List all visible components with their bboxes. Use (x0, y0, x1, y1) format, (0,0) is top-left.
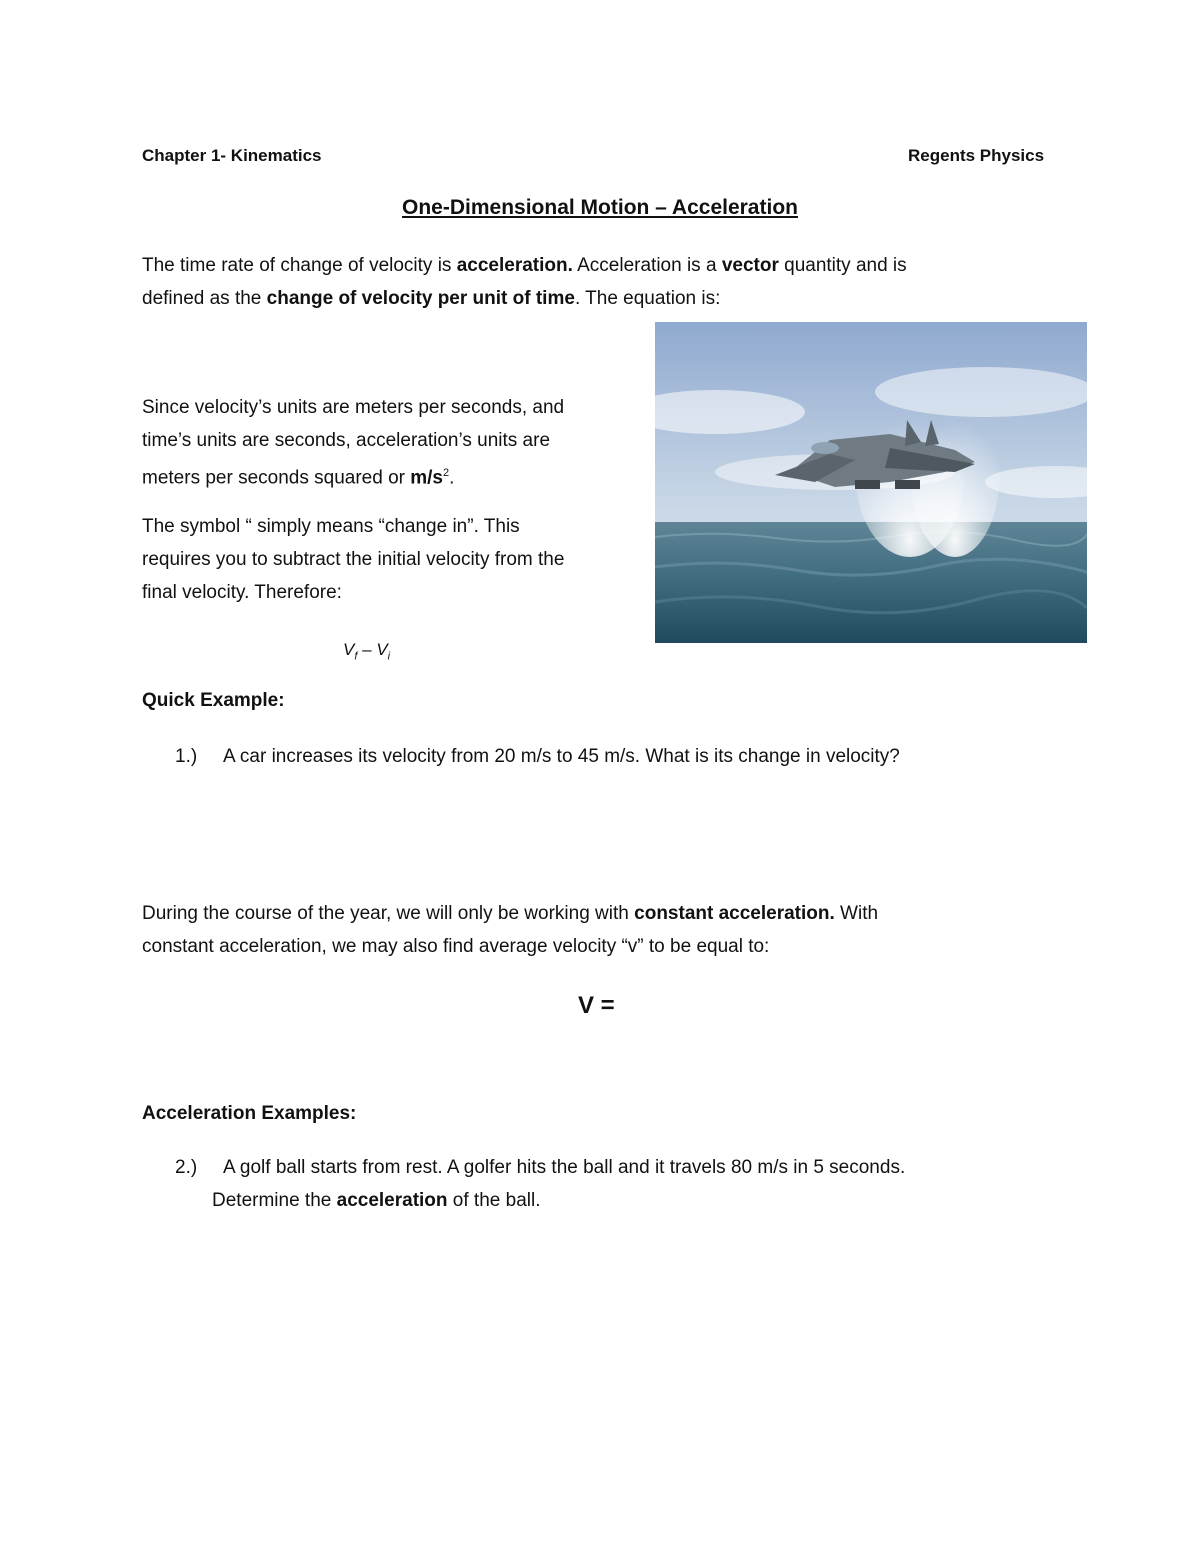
units-bold: m/s (410, 467, 443, 489)
constant-text: During the course of the year, we will only be working with (142, 903, 635, 924)
quick-example-item (175, 740, 1075, 773)
header-chapter: Chapter 1- Kinematics (142, 146, 322, 165)
acceleration-examples-heading: Acceleration Examples: (142, 1103, 357, 1124)
intro-text: quantity and is (778, 255, 907, 276)
intro-bold: vector (721, 255, 779, 276)
units-line-2: time’s units are seconds, acceleration’s units are (142, 430, 551, 451)
quick-example-heading: Quick Example: (142, 690, 285, 711)
item-text: of the ball. (447, 1190, 541, 1211)
page-title: One-Dimensional Motion – Acceleration (402, 196, 798, 219)
intro-text: . The equation is: (574, 288, 721, 309)
intro-text: defined as the (142, 288, 267, 309)
units-paragraph (142, 391, 642, 494)
units-text: meters per seconds squared or (142, 467, 411, 489)
intro-line-1 (142, 249, 1072, 282)
item-text: A golf ball starts from rest. A golfer hits the ball and it travels 80 m/s in 5 seconds. (223, 1157, 906, 1178)
formula-sub-i: i (387, 650, 391, 663)
units-superscript: 2 (443, 467, 450, 479)
item-number: 1.) (175, 746, 198, 767)
intro-bold: change of velocity per unit of time (266, 288, 575, 309)
formula-v: V (343, 640, 355, 659)
symbol-paragraph (142, 510, 642, 609)
units-line-1: Since velocity’s units are meters per seconds, and (142, 397, 565, 418)
item-bold: acceleration (336, 1190, 448, 1211)
example-line-2 (175, 1184, 1095, 1217)
item-number: 2.) (175, 1157, 198, 1178)
units-text: . (449, 467, 455, 489)
constant-paragraph (142, 897, 1072, 963)
symbol-line-3: final velocity. Therefore: (142, 582, 342, 603)
header-course: Regents Physics (908, 146, 1045, 165)
average-velocity-formula: V = (578, 992, 615, 1019)
constant-text: With (834, 903, 879, 924)
jet-over-ocean-photo (655, 322, 1087, 643)
acceleration-example-item (175, 1151, 1095, 1217)
intro-line-2 (142, 282, 1072, 315)
formula-v: V (376, 640, 388, 659)
formula-sub-f: f (354, 650, 358, 663)
intro-bold: acceleration. (456, 255, 573, 276)
item-text: A car increases its velocity from 20 m/s to 45 m/s. What is its change in velocity? (223, 746, 900, 767)
symbol-line-2: requires you to subtract the initial velocity from the (142, 549, 565, 570)
intro-text: The time rate of change of velocity is (142, 255, 457, 276)
constant-bold: constant acceleration. (634, 903, 835, 924)
velocity-change-formula (343, 640, 390, 662)
intro-paragraph (142, 249, 1072, 315)
symbol-line-1: The symbol “ simply means “change in”. This (142, 516, 520, 537)
intro-text: Acceleration is a (572, 255, 722, 276)
example-line-1 (175, 1151, 1095, 1184)
constant-line-2: constant acceleration, we may also find average velocity “v” to be equal to: (142, 936, 770, 957)
item-text: Determine the (212, 1190, 337, 1211)
constant-line-1 (142, 897, 1072, 930)
formula-minus: – (357, 640, 377, 659)
units-line-3 (142, 457, 642, 494)
